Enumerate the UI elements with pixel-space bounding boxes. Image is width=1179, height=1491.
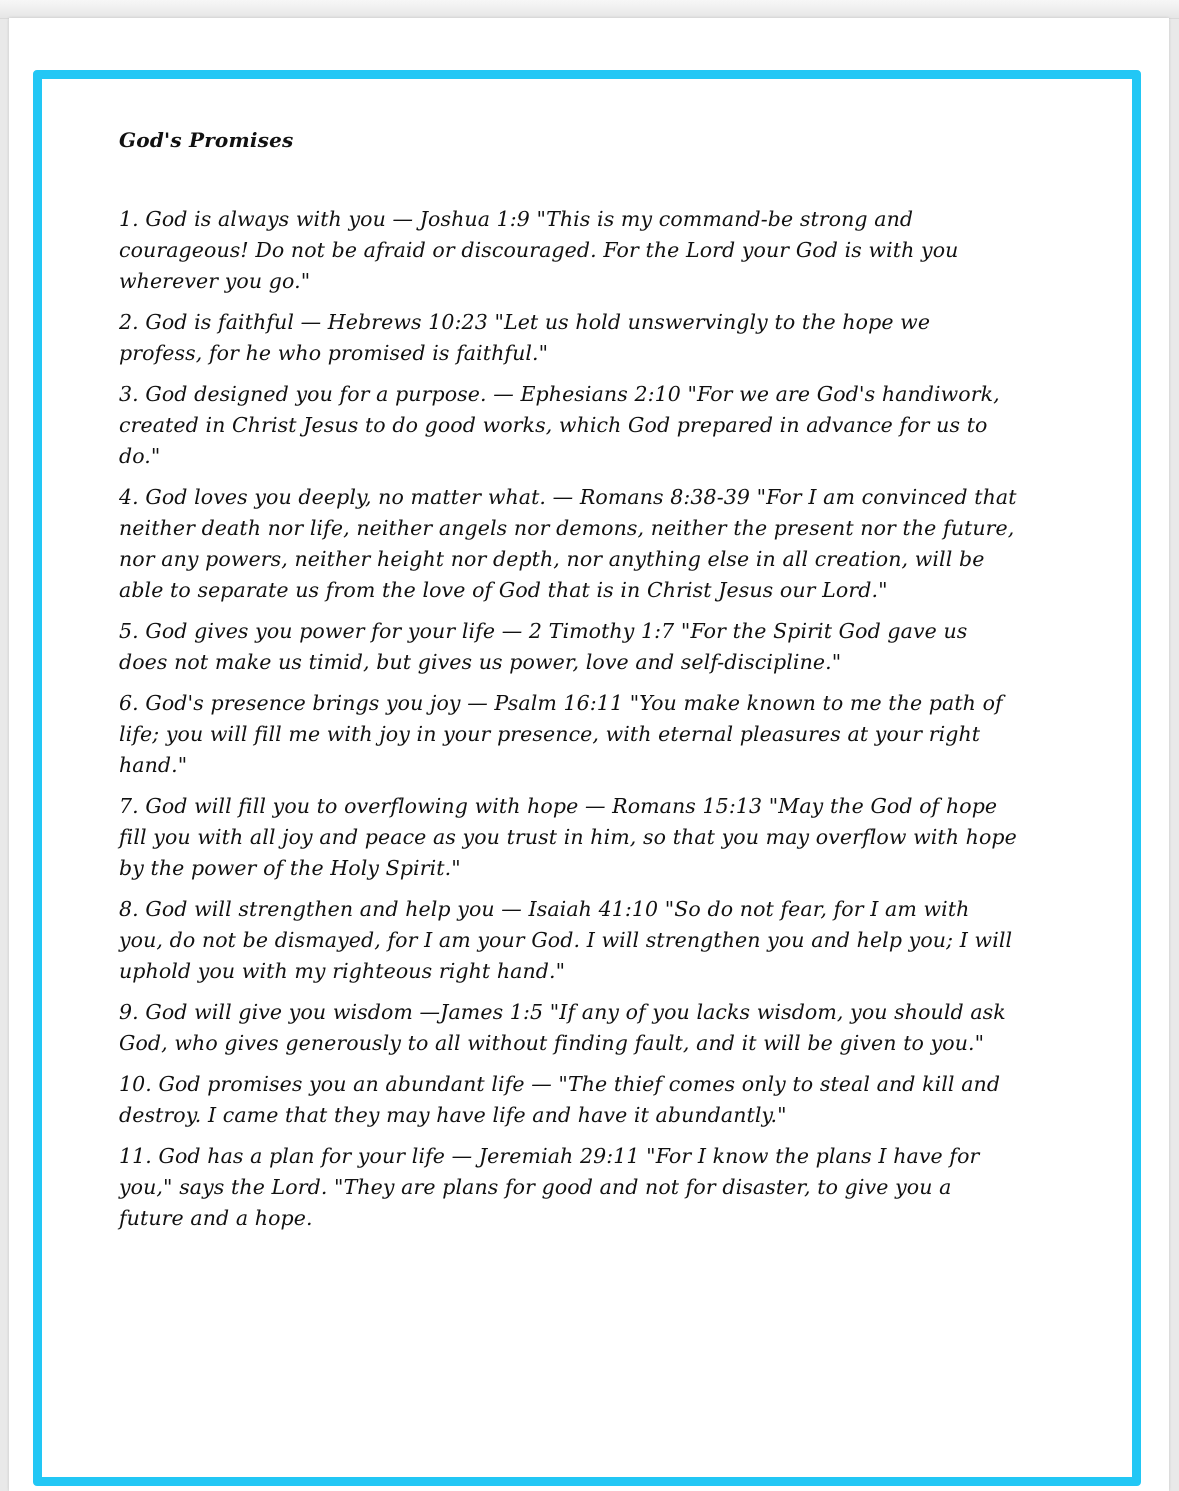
promise-item-10: 10. God promises you an abundant life — "The thief comes only to steal and kill and destroy. I came that they may have life and have it abundantly." [119,1072,1001,1127]
promise-item-9: 9. God will give you wisdom —James 1:5 "If any of you lacks wisdom, you should ask God, who gives generously to all without finding fault, and it will be given to you." [119,1000,1006,1055]
promise-item-7: 7. God will fill you to overflowing with hope — Romans 15:13 "May the God of hope fill you with all joy and peace as you trust in him, so that you may overflow with hope by the power of the Holy Spirit." [119,794,1017,880]
promise-item-11: 11. God has a plan for your life — Jeremiah 29:11 "For I know the plans I have for you," says the Lord. "They are plans for good and not for disaster, to give you a future and a hope. [119,1144,980,1230]
document-title: God's Promises [119,128,294,152]
document-content [119,128,1019,1244]
promise-item-1: 1. God is always with you — Joshua 1:9 "This is my command-be strong and courageous! Do not be afraid or discouraged. For the Lord your God is with you wherever you go." [119,207,959,293]
promise-item-4: 4. God loves you deeply, no matter what. — Romans 8:38-39 "For I am convinced that neither death nor life, neither angels nor demons, neither the present nor the future, nor any powers, neither height nor depth, nor anything else in all creation, will be able to separate us from the love of God that is in Christ Jesus our Lord." [119,485,1017,602]
document-page [9,18,1169,1491]
promise-item-3: 3. God designed you for a purpose. — Ephesians 2:10 "For we are God's handiwork, created in Christ Jesus to do good works, which God prepared in advance for us to do." [119,382,1000,468]
promise-item-5: 5. God gives you power for your life — 2 Timothy 1:7 "For the Spirit God gave us does not make us timid, but gives us power, love and self-discipline." [119,619,968,674]
promise-item-6: 6. God's presence brings you joy — Psalm 16:11 "You make known to me the path of life; you will fill me with joy in your presence, with eternal pleasures at your right hand." [119,691,1003,777]
promise-item-2: 2. God is faithful — Hebrews 10:23 "Let us hold unswervingly to the hope we profess, for he who promised is faithful." [119,310,931,365]
viewer-top-edge [0,0,1179,19]
promise-item-8: 8. God will strengthen and help you — Isaiah 41:10 "So do not fear, for I am with you, do not be dismayed, for I am your God. I will strengthen you and help you; I will uphold you with my righteous right hand." [119,897,1013,983]
